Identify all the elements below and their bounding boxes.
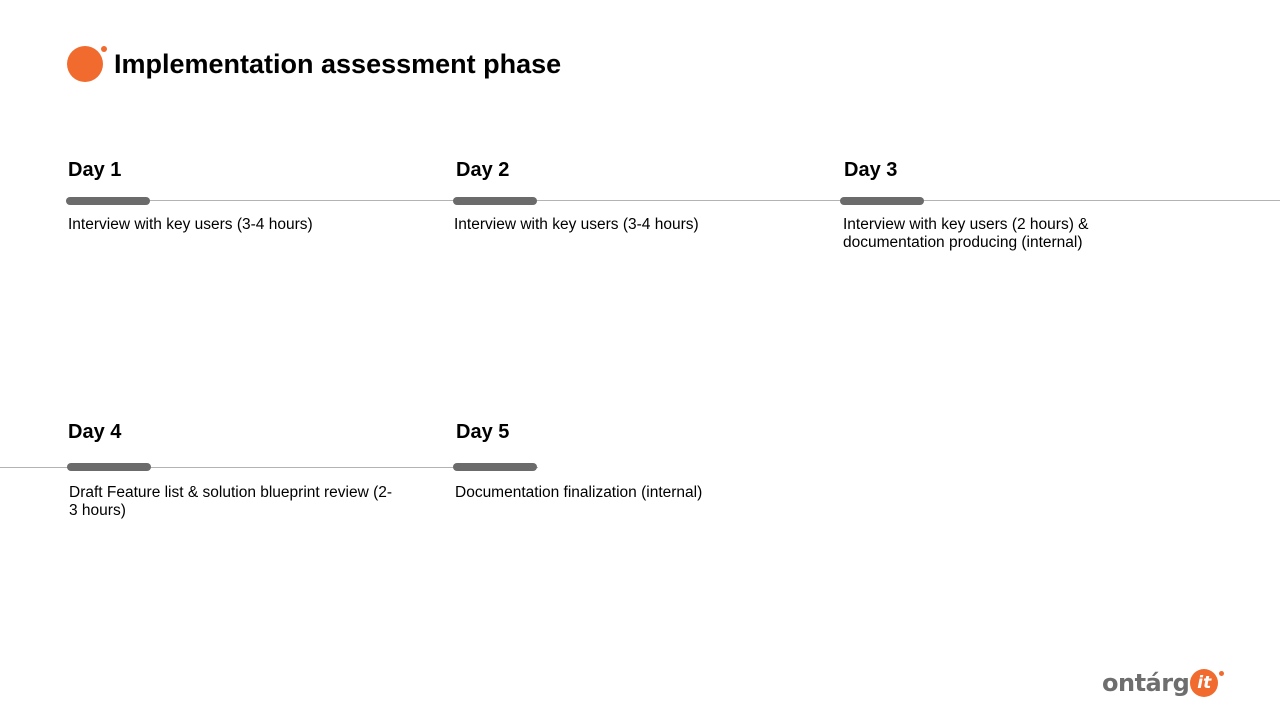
day-label: Day 2 [456, 159, 510, 181]
day-description: Documentation finalization (internal) [455, 484, 703, 501]
logo-text: ontárg [1102, 669, 1190, 697]
title-bullet-accent-icon [101, 46, 107, 52]
page-title: Implementation assessment phase [114, 49, 562, 79]
company-logo [1102, 668, 1224, 698]
day-label: Day 1 [68, 159, 122, 181]
day-label: Day 4 [68, 421, 122, 443]
title-bullet-icon [67, 46, 103, 82]
day-marker-bar [66, 197, 150, 205]
day-marker-bar [453, 463, 537, 471]
timeline-line-row-1 [66, 200, 1280, 201]
logo-badge-icon: it [1190, 669, 1218, 697]
day-marker-bar [840, 197, 924, 205]
day-label: Day 3 [844, 159, 898, 181]
logo-dot-icon [1219, 671, 1224, 676]
day-marker-bar [67, 463, 151, 471]
day-description: Interview with key users (2 hours) & documentation producing (internal) [843, 216, 1089, 251]
day-description: Interview with key users (3-4 hours) [68, 216, 313, 233]
day-label: Day 5 [456, 421, 510, 443]
day-description: Draft Feature list & solution blueprint review (2-3 hours) [69, 484, 393, 519]
day-marker-bar [453, 197, 537, 205]
day-description: Interview with key users (3-4 hours) [454, 216, 699, 233]
